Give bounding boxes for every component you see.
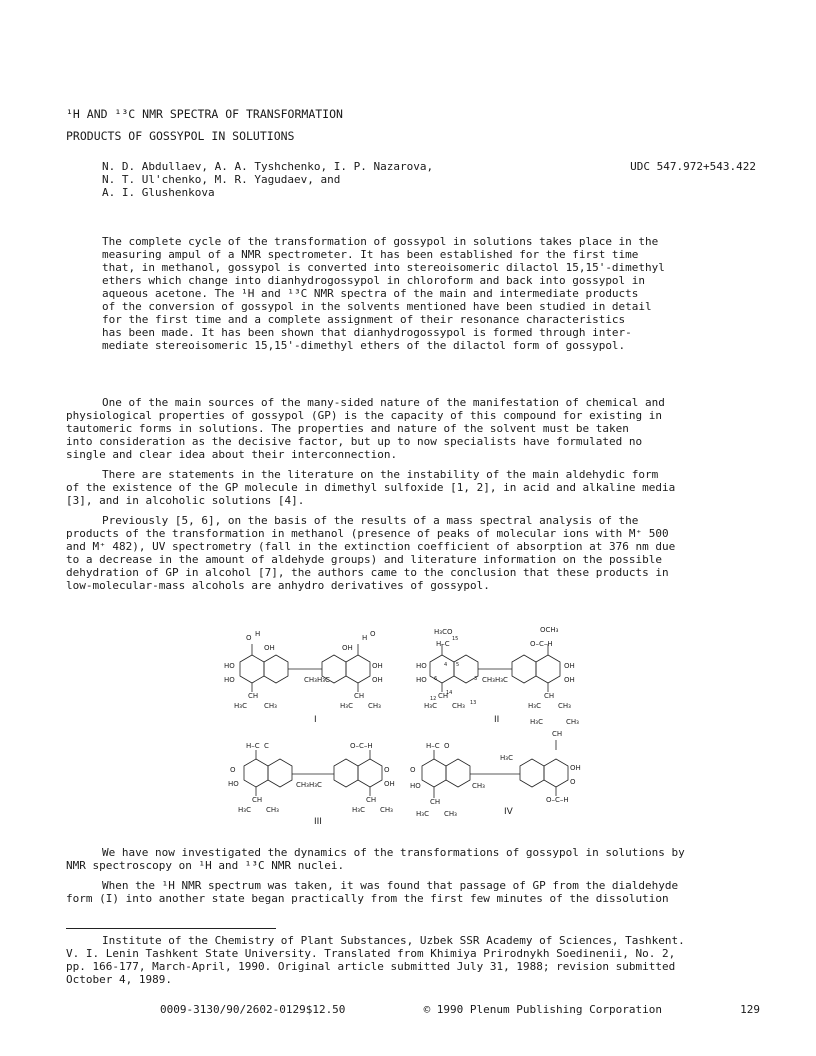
atom-label: CH bbox=[354, 692, 365, 700]
footnote-line: V. I. Lenin Tashkent State University. Translated from Khimiya Prirodnykh Soedinenii, No. 2, bbox=[66, 947, 676, 960]
text-line: into consideration as the decisive factor, but up to now specialists have formulated no bbox=[66, 435, 643, 448]
atom-label: CH₃ bbox=[452, 702, 465, 710]
compound-label-1: I bbox=[314, 715, 317, 725]
text-line: There are statements in the literature on the instability of the main aldehydic form bbox=[102, 468, 659, 481]
udc-code: UDC 547.972+543.422 bbox=[630, 160, 756, 173]
paragraph bbox=[66, 514, 758, 592]
atom-label: CH₃H₃C bbox=[482, 676, 508, 684]
text-line: physiological properties of gossypol (GP) is the capacity of this compound for existing in bbox=[66, 409, 663, 422]
abstract-line: ethers which change into dianhydrogossypol in chloroform and back into gossypol in bbox=[102, 274, 646, 287]
text-line: of the existence of the GP molecule in dimethyl sulfoxide [1, 2], in acid and alkaline media bbox=[66, 481, 676, 494]
atom-label: H₃C bbox=[528, 702, 541, 710]
atom-label: CH₃ bbox=[566, 718, 579, 726]
atom-label: HO bbox=[416, 662, 427, 670]
atom-number: 3 bbox=[474, 676, 478, 682]
paragraph bbox=[66, 396, 758, 461]
compound-label-3: III bbox=[314, 817, 322, 827]
atom-label: CH₃H₃C bbox=[304, 676, 330, 684]
atom-label: HO bbox=[410, 782, 421, 790]
abstract-line: The complete cycle of the transformation of gossypol in solutions takes place in the bbox=[102, 235, 659, 248]
text-line: Previously [5, 6], on the basis of the results of a mass spectral analysis of the bbox=[102, 514, 639, 527]
atom-label: H₃C bbox=[416, 810, 429, 818]
atom-label: OH bbox=[264, 644, 275, 652]
atom-label: CH bbox=[544, 692, 555, 700]
atom-label: O bbox=[230, 766, 236, 774]
atom-label: CH₃ bbox=[266, 806, 279, 814]
author-line: A. I. Glushenkova bbox=[102, 186, 215, 199]
footnote-line: pp. 166-177, March-April, 1990. Original article submitted July 31, 1988; revision submitted bbox=[66, 960, 676, 973]
atom-number: 15 bbox=[452, 636, 459, 642]
footnote-rule bbox=[66, 928, 276, 929]
title-line-2: PRODUCTS OF GOSSYPOL IN SOLUTIONS bbox=[66, 129, 295, 143]
atom-label: CH bbox=[552, 730, 563, 738]
atom-label: H bbox=[255, 630, 261, 638]
atom-number: 5 bbox=[456, 662, 460, 668]
footnote-line: Institute of the Chemistry of Plant Substances, Uzbek SSR Academy of Sciences, Tashkent. bbox=[102, 934, 685, 947]
compound-label-4: IV bbox=[504, 807, 513, 817]
atom-label: O bbox=[384, 766, 390, 774]
abstract-line: for the first time and a complete assignment of their resonance characteristics bbox=[102, 313, 626, 326]
atom-label: HO bbox=[224, 676, 235, 684]
article-title bbox=[66, 108, 343, 152]
atom-label: CH bbox=[430, 798, 441, 806]
atom-label: CH bbox=[366, 796, 377, 804]
atom-label: CH bbox=[438, 692, 449, 700]
affiliation-footnote bbox=[66, 934, 758, 986]
atom-label: CH₃H₃C bbox=[296, 781, 322, 789]
atom-label: OH bbox=[564, 676, 575, 684]
abstract-line: has been made. It has been shown that dianhydrogossypol is formed through inter- bbox=[102, 326, 632, 339]
atom-label: CH₃ bbox=[444, 810, 457, 818]
atom-label: H₃C bbox=[424, 702, 437, 710]
text-line: to a decrease in the amount of aldehyde groups) and literature information on the possible bbox=[66, 553, 663, 566]
text-line: When the ¹H NMR spectrum was taken, it was found that passage of GP from the dialdehyde bbox=[102, 879, 679, 892]
page-number: 129 bbox=[740, 1003, 760, 1016]
body-section-2 bbox=[66, 846, 758, 912]
atom-label: HO bbox=[228, 780, 239, 788]
author-list bbox=[102, 160, 502, 199]
abstract-line: measuring ampul of a NMR spectrometer. It has been established for the first time bbox=[102, 248, 639, 261]
atom-label: CH₃ bbox=[558, 702, 571, 710]
page-footer bbox=[160, 1003, 760, 1016]
text-line: form (I) into another state began practically from the first few minutes of the dissolution bbox=[66, 892, 669, 905]
atom-label: O bbox=[444, 742, 450, 750]
atom-number: 6 bbox=[434, 676, 438, 682]
text-line: dehydration of GP in alcohol [7], the authors came to the conclusion that these products in bbox=[66, 566, 669, 579]
atom-label: C bbox=[264, 742, 269, 750]
atom-label: H₃C bbox=[238, 806, 251, 814]
atom-label: O bbox=[370, 630, 376, 638]
title-line-1: ¹H AND ¹³C NMR SPECTRA OF TRANSFORMATION bbox=[66, 107, 343, 121]
abstract-line: mediate stereoisomeric 15,15'-dimethyl ethers of the dilactol form of gossypol. bbox=[102, 339, 626, 352]
atom-label: O bbox=[410, 766, 416, 774]
atom-label: H₃C bbox=[352, 806, 365, 814]
chemical-structures-figure bbox=[224, 624, 590, 836]
atom-label: H₃CO bbox=[434, 628, 453, 636]
atom-label: OH bbox=[342, 644, 353, 652]
author-line: N. D. Abdullaev, A. A. Tyshchenko, I. P. Nazarova, bbox=[102, 160, 434, 173]
atom-label: CH₃ bbox=[380, 806, 393, 814]
atom-label: CH bbox=[252, 796, 263, 804]
atom-label: OH bbox=[384, 780, 395, 788]
author-line: N. T. Ul'chenko, M. R. Yagudaev, and bbox=[102, 173, 341, 186]
atom-label: OH bbox=[372, 662, 383, 670]
atom-label: OH bbox=[570, 764, 581, 772]
article-code: 0009-3130/90/2602-0129$12.50 bbox=[160, 1003, 346, 1016]
atom-number: 12 bbox=[430, 696, 437, 702]
atom-label: H₃C bbox=[234, 702, 247, 710]
body-section-1 bbox=[66, 396, 758, 599]
atom-label: CH bbox=[248, 692, 259, 700]
atom-label: H₃C bbox=[530, 718, 543, 726]
atom-label: O–C–H bbox=[350, 742, 373, 750]
text-line: NMR spectroscopy on ¹H and ¹³C NMR nuclei. bbox=[66, 859, 345, 872]
atom-label: O bbox=[570, 778, 576, 786]
atom-label: HO bbox=[224, 662, 235, 670]
atom-number: 14 bbox=[446, 690, 453, 696]
atom-label: OCH₃ bbox=[540, 626, 559, 634]
atom-label: O–C–H bbox=[530, 640, 553, 648]
atom-label: HO bbox=[416, 676, 427, 684]
atom-label: CH₃ bbox=[472, 782, 485, 790]
text-line: tautomeric forms in solutions. The properties and nature of the solvent must be taken bbox=[66, 422, 629, 435]
text-line: low-molecular-mass alcohols are anhydro derivatives of gossypol. bbox=[66, 579, 490, 592]
footnote-line: October 4, 1989. bbox=[66, 973, 172, 986]
compound-label-2: II bbox=[494, 715, 500, 725]
text-line: One of the main sources of the many-sided nature of the manifestation of chemical and bbox=[102, 396, 665, 409]
abstract-line: of the conversion of gossypol in the solvents mentioned have been studied in detail bbox=[102, 300, 652, 313]
atom-label: OH bbox=[372, 676, 383, 684]
atom-label: H₃C bbox=[340, 702, 353, 710]
paragraph bbox=[66, 879, 758, 905]
atom-label: H–C bbox=[436, 640, 450, 648]
text-line: We have now investigated the dynamics of the transformations of gossypol in solutions by bbox=[102, 846, 685, 859]
copyright-notice: © 1990 Plenum Publishing Corporation bbox=[423, 1003, 662, 1016]
atom-label: CH₃ bbox=[368, 702, 381, 710]
abstract-line: aqueous acetone. The ¹H and ¹³C NMR spectra of the main and intermediate products bbox=[102, 287, 639, 300]
atom-number: 4 bbox=[444, 662, 448, 668]
atom-number: 13 bbox=[470, 700, 477, 706]
atom-label: O–C–H bbox=[546, 796, 569, 804]
abstract-line: that, in methanol, gossypol is converted into stereoisomeric dilactol 15,15'-dimethyl bbox=[102, 261, 665, 274]
atom-label: CH₃ bbox=[264, 702, 277, 710]
text-line: and M⁺ 482), UV spectrometry (fall in the extinction coefficient of absorption at 376 nm due bbox=[66, 540, 676, 553]
abstract bbox=[102, 235, 742, 352]
atom-label: O bbox=[246, 634, 252, 642]
atom-label: H–C bbox=[426, 742, 440, 750]
atom-label: OH bbox=[564, 662, 575, 670]
paragraph bbox=[66, 468, 758, 507]
atom-label: H bbox=[362, 634, 368, 642]
text-line: single and clear idea about their interconnection. bbox=[66, 448, 398, 461]
paragraph bbox=[66, 846, 758, 872]
atom-label: H₃C bbox=[500, 754, 513, 762]
text-line: products of the transformation in methanol (presence of peaks of molecular ions with M⁺ 500 bbox=[66, 527, 669, 540]
text-line: [3], and in alcoholic solutions [4]. bbox=[66, 494, 305, 507]
atom-label: H–C bbox=[246, 742, 260, 750]
